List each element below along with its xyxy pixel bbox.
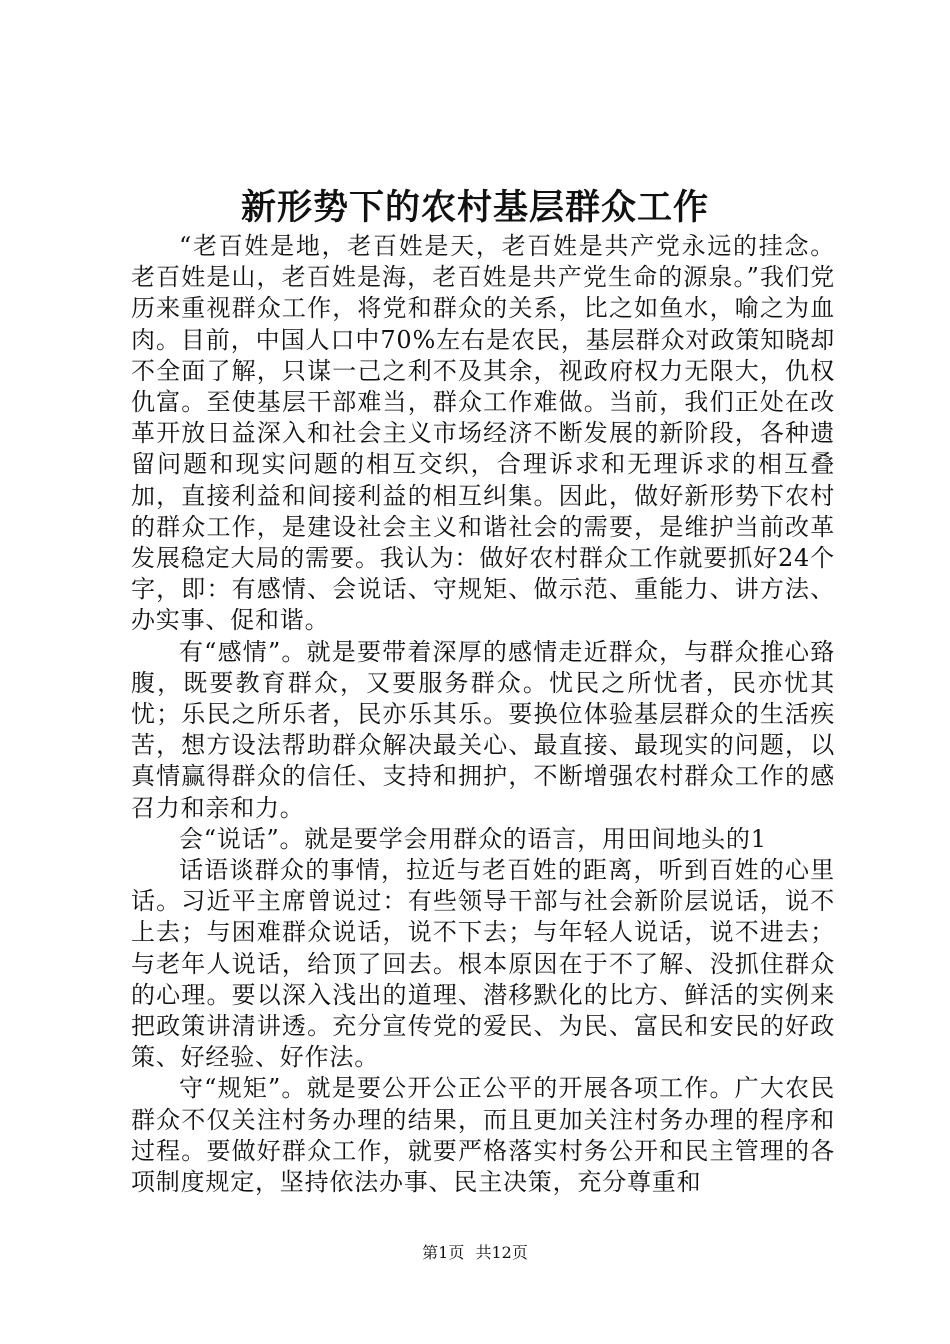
paragraph-rules: 守“规矩”。就是要公开公正公平的开展各项工作。广大农民群众不仅关注村务办理的结果，而且更加关注村务办理的程序和过程。要做好群众工作，就要严格落实村务公开和民主管理的各项制度规定，坚持依法办事、民主决策，充分尊重和 xyxy=(131,1074,835,1197)
page-footer xyxy=(0,1242,950,1264)
paragraph-intro: “老百姓是地，老百姓是天，老百姓是共产党永远的挂念。老百姓是山，老百姓是海，老百姓是共产党生命的源泉。”我们党历来重视群众工作，将党和群众的关系，比之如鱼水，喻之为血肉。目前，中国人口中70%左右是农民，基层群众对政策知晓却不全面了解，只谋一己之利不及其余，视政府权力无限大，仇权仇富。至使基层干部难当，群众工作难做。当前，我们正处在改革开放日益深入和社会主义市场经济不断发展的新阶段，各种遗留问题和现实问题的相互交织，合理诉求和无理诉求的相互叠加，直接利益和间接利益的相互纠集。因此，做好新形势下农村的群众工作，是建设社会主义和谐社会的需要，是维护当前改革发展稳定大局的需要。我认为：做好农村群众工作就要抓好24个字，即：有感情、会说话、守规矩、做示范、重能力、讲方法、办实事、促和谐。 xyxy=(131,232,835,635)
document-title: 新形势下的农村基层群众工作 xyxy=(240,187,709,228)
paragraph-speaking-continued: 话语谈群众的事情，拉近与老百姓的距离，听到百姓的心里话。习近平主席曾说过：有些领导干部与社会新阶层说话，说不上去；与困难群众说话，说不下去；与年轻人说话，说不进去；与老年人说话，给顶了回去。根本原因在于不了解、没抓住群众的心理。要以深入浅出的道理、潜移默化的比方、鲜活的实例来把政策讲清讲透。充分宣传党的爱民、为民、富民和安民的好政策、好经验、好作法。 xyxy=(131,856,835,1072)
document-body xyxy=(131,231,835,1198)
paragraph-emotion: 有“感情”。就是要带着深厚的感情走近群众，与群众推心臵腹，既要教育群众，又要服务群众。忧民之所忧者，民亦忧其忧；乐民之所乐者，民亦乐其乐。要换位体验基层群众的生活疾苦，想方设法帮助群众解决最关心、最直接、最现实的问题，以真情赢得群众的信任、支持和拥护，不断增强农村群众工作的感召力和亲和力。 xyxy=(131,637,835,822)
paragraph-speaking: 会“说话”。就是要学会用群众的语言，用田间地头的1 xyxy=(179,824,767,853)
page-total: 共12页 xyxy=(475,1243,528,1262)
page-number: 第1页 xyxy=(422,1243,465,1262)
